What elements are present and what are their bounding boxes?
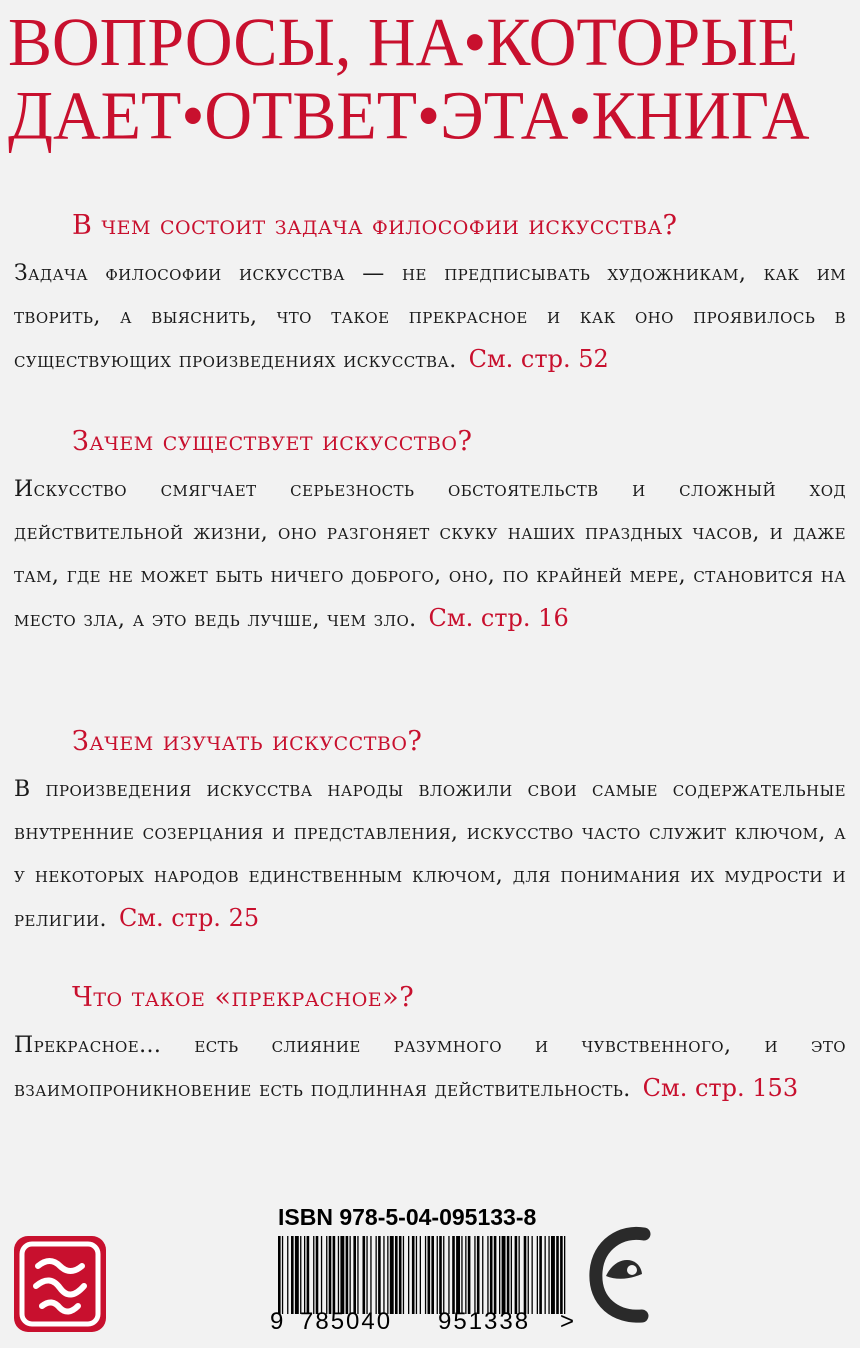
barcode-bar bbox=[350, 1236, 351, 1314]
barcode-bar bbox=[448, 1236, 449, 1314]
barcode-bar bbox=[366, 1236, 367, 1314]
answer-text bbox=[14, 1024, 846, 1111]
page-reference: См. стр. 16 bbox=[428, 604, 569, 632]
barcode-bar bbox=[326, 1236, 327, 1314]
barcode-bar bbox=[515, 1236, 518, 1314]
barcode-bar bbox=[313, 1236, 314, 1314]
barcode-bar bbox=[416, 1236, 417, 1314]
barcode-bar bbox=[353, 1236, 356, 1314]
barcode-bar bbox=[468, 1236, 471, 1314]
page-reference: См. стр. 25 bbox=[118, 904, 260, 932]
barcode-bar bbox=[502, 1236, 506, 1314]
barcode-bar bbox=[474, 1236, 475, 1314]
barcode-bar bbox=[340, 1236, 344, 1314]
barcode-bar bbox=[507, 1236, 510, 1314]
barcode-bar bbox=[465, 1236, 466, 1314]
digit-first: 9 bbox=[270, 1308, 284, 1335]
barcode-bar bbox=[428, 1236, 431, 1314]
barcode-bar bbox=[564, 1236, 565, 1314]
barcode-bar bbox=[437, 1236, 438, 1314]
barcode-bar bbox=[452, 1236, 455, 1314]
eksmo-logo-graphic bbox=[586, 1220, 662, 1338]
barcode-bar bbox=[560, 1236, 563, 1314]
barcode-bar bbox=[548, 1236, 549, 1314]
answer-text bbox=[14, 768, 846, 941]
barcode-bar bbox=[307, 1236, 310, 1314]
answer-text bbox=[14, 468, 846, 641]
title-line-2: ДАЕТ•ОТВЕТ•ЭТА•КНИГА bbox=[8, 77, 810, 155]
barcode-bar bbox=[439, 1236, 442, 1314]
qa-block-4 bbox=[14, 980, 846, 1111]
barcode-bar bbox=[321, 1236, 322, 1314]
barcode-bar bbox=[490, 1236, 493, 1314]
page-reference: См. стр. 52 bbox=[468, 345, 609, 373]
barcode-bar bbox=[338, 1236, 339, 1314]
answer-text bbox=[14, 252, 846, 382]
answer-body: Прекрасное... есть слияние разумного и чувственного, и это взаимопроникновение есть подлинная действительность. bbox=[14, 1033, 846, 1102]
barcode-bar bbox=[443, 1236, 444, 1314]
barcode-bar bbox=[456, 1236, 460, 1314]
barcode-bar bbox=[556, 1236, 559, 1314]
answer-body: Искусство смягчает серьезность обстоятельств и сложный ход действительной жизни, оно разгоняет скуку наших праздных часов, и даже там, где не может быть ничего доброго, оно, по крайней мере, становится на место зла, а это ведь лучше, чем зло. bbox=[14, 477, 846, 632]
barcode-bars bbox=[270, 1236, 576, 1314]
barcode-bar bbox=[499, 1236, 500, 1314]
barcode-bar bbox=[403, 1236, 404, 1314]
page-title bbox=[8, 3, 858, 155]
isbn-barcode bbox=[270, 1204, 576, 1340]
barcode-bar bbox=[378, 1236, 381, 1314]
answer-body: Задача философии искусства — не предписывать художникам, как им творить, а выяснить, что такое прекрасное и как оно проявилось в существующих произведениях искусства. bbox=[14, 261, 846, 373]
barcode-bar bbox=[519, 1236, 520, 1314]
barcode-graphic bbox=[270, 1236, 576, 1314]
barcode-bar bbox=[399, 1236, 402, 1314]
barcode-bar bbox=[346, 1236, 349, 1314]
barcode-bar bbox=[390, 1236, 394, 1314]
barcode-bar bbox=[295, 1236, 299, 1314]
digits-right: 951338 bbox=[438, 1308, 531, 1335]
question-heading: Что такое «прекрасное»? bbox=[72, 982, 415, 1013]
question-heading: Зачем изучать искусство? bbox=[72, 726, 423, 757]
barcode-bar bbox=[511, 1236, 512, 1314]
barcode-bar bbox=[333, 1236, 336, 1314]
barcode-bar bbox=[408, 1236, 409, 1314]
qa-block-1 bbox=[14, 208, 846, 382]
publisher-emblem-icon bbox=[14, 1236, 106, 1332]
barcode-bar bbox=[412, 1236, 415, 1314]
barcode-bar bbox=[383, 1236, 384, 1314]
barcode-bar bbox=[357, 1236, 358, 1314]
barcode-bar bbox=[532, 1236, 533, 1314]
barcode-bar bbox=[395, 1236, 398, 1314]
barcode-bar bbox=[363, 1236, 366, 1314]
barcode-bar bbox=[316, 1236, 319, 1314]
answer-body: В произведения искусства народы вложили свои самые содержательные внутренние созерцания и представления, искусство часто служит ключом, а у некоторых народов единственным ключом, для понимания их мудрости и религии. bbox=[14, 777, 846, 932]
digits-left: 785040 bbox=[300, 1308, 393, 1335]
question-heading: В чем состоит задача философии искусства? bbox=[72, 210, 678, 241]
barcode-bar bbox=[494, 1236, 497, 1314]
barcode-bar bbox=[420, 1236, 421, 1314]
barcode-bar bbox=[528, 1236, 529, 1314]
barcode-bar bbox=[461, 1236, 462, 1314]
digit-end: > bbox=[560, 1308, 575, 1335]
barcode-bar bbox=[539, 1236, 542, 1314]
barcode-bar bbox=[282, 1236, 283, 1314]
barcode-bar bbox=[329, 1236, 332, 1314]
barcode-bar bbox=[300, 1236, 301, 1314]
isbn-label: ISBN 978-5-04-095133-8 bbox=[278, 1204, 537, 1230]
barcode-bar bbox=[537, 1236, 538, 1314]
page-reference: См. стр. 153 bbox=[642, 1074, 799, 1102]
barcode-bar bbox=[482, 1236, 483, 1314]
title-line-1: ВОПРОСЫ, НА•КОТОРЫЕ bbox=[8, 3, 799, 81]
barcode-bar bbox=[291, 1236, 294, 1314]
barcode-bar bbox=[287, 1236, 288, 1314]
qa-block-2 bbox=[14, 424, 846, 641]
barcode-bar bbox=[387, 1236, 388, 1314]
barcode-bar bbox=[524, 1236, 527, 1314]
barcode-bar bbox=[551, 1236, 555, 1314]
barcode-bar bbox=[278, 1236, 281, 1314]
barcode-bar bbox=[431, 1236, 434, 1314]
barcode-bar bbox=[425, 1236, 426, 1314]
eksmo-e-logo-icon bbox=[586, 1220, 662, 1338]
qa-block-3 bbox=[14, 724, 846, 941]
barcode-bar bbox=[370, 1236, 371, 1314]
barcode-bar bbox=[487, 1236, 488, 1314]
barcode-bar bbox=[304, 1236, 305, 1314]
barcode-bar bbox=[477, 1236, 480, 1314]
barcode-bar bbox=[545, 1236, 546, 1314]
barcode-bar bbox=[376, 1236, 377, 1314]
emblem-graphic bbox=[14, 1236, 106, 1332]
question-heading: Зачем существует искусство? bbox=[72, 426, 473, 457]
